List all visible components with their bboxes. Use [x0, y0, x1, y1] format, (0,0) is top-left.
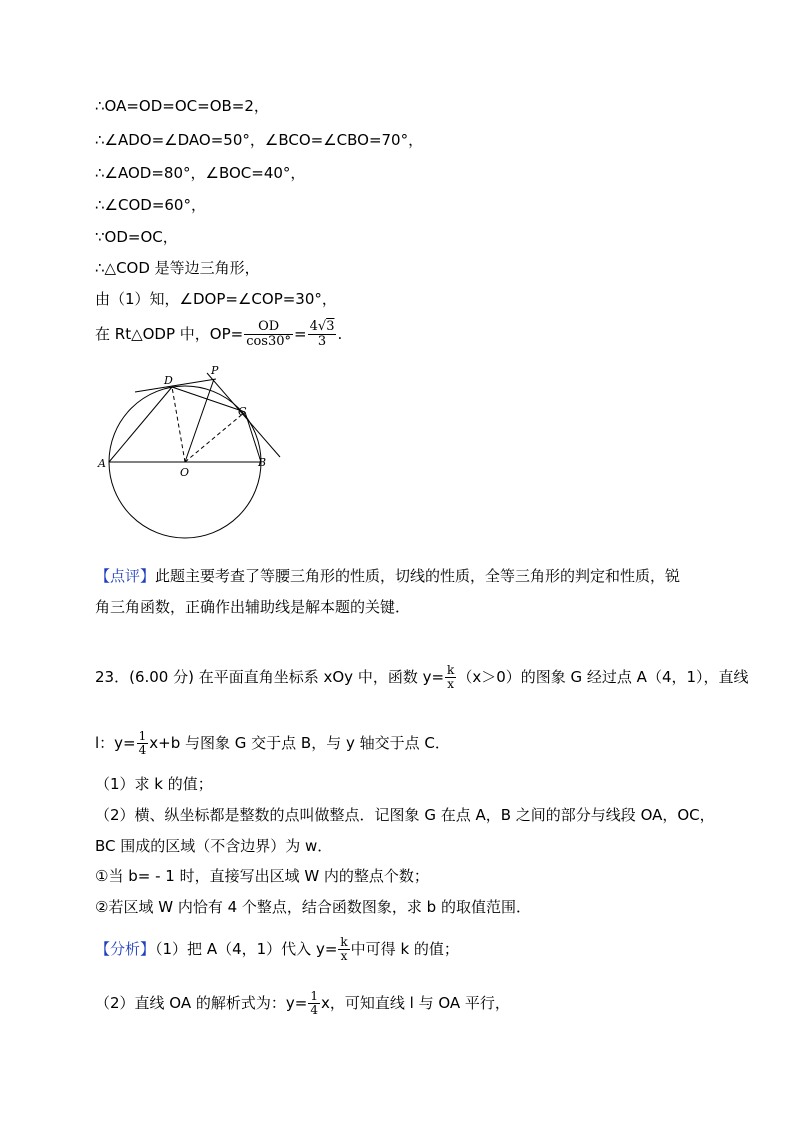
analysis-line-1 — [95, 936, 459, 963]
fraction-denominator: x — [340, 949, 348, 963]
fraction-denominator: cos30° — [246, 334, 292, 349]
question-23-header — [95, 664, 749, 691]
segment-op — [185, 379, 214, 462]
question-part-2b: BC 围成的区域（不含边界）为 w． — [95, 837, 333, 855]
radicand: 3 — [326, 319, 335, 334]
analysis-tag: 【分析】 — [95, 940, 156, 958]
solution-line-1: ∴OA=OD=OC=OB=2， — [95, 97, 269, 115]
k-over-x-fraction — [445, 664, 456, 691]
one-quarter-fraction — [137, 730, 149, 757]
solution-line-6: ∴△COD 是等边三角形， — [95, 259, 260, 277]
analysis-2-prefix: （2）直线 OA 的解析式为：y= — [95, 994, 308, 1012]
comment-tag: 【点评】 — [95, 567, 156, 585]
comment-text-1: 此题主要考查了等腰三角形的性质，切线的性质，全等三角形的判定和性质，锐 — [155, 567, 681, 585]
line-l-prefix: l：y= — [95, 734, 136, 752]
question-23-head-tail: （x＞0）的图象 G 经过点 A（4，1），直线 — [457, 668, 749, 686]
fraction-denominator: x — [447, 677, 455, 691]
analysis-1-tail: 中可得 k 的值； — [350, 940, 459, 958]
solution-line-3: ∴∠AOD=80°，∠BOC=40°， — [95, 164, 306, 182]
segment-od-dashed — [172, 387, 185, 462]
solution-line-5: ∵OD=OC， — [95, 228, 178, 246]
fraction-numerator: k — [447, 663, 455, 677]
line-l-tail: x+b 与图象 G 交于点 B，与 y 轴交于点 C． — [149, 734, 450, 752]
fraction-numerator: 1 — [310, 989, 318, 1003]
line-l-definition — [95, 730, 450, 757]
point-label-p: P — [211, 364, 219, 377]
point-label-a: A — [98, 457, 106, 470]
result-fraction — [308, 320, 337, 349]
question-part-2-2: ②若区域 W 内恰有 4 个整点，结合函数图象，求 b 的取值范围． — [95, 898, 531, 916]
point-label-c: C — [238, 405, 247, 418]
solution-line-7: 由（1）知，∠DOP=∠COP=30°， — [95, 290, 337, 308]
point-label-d: D — [164, 374, 173, 387]
op-formula-prefix: 在 Rt△ODP 中，OP= — [95, 325, 244, 343]
question-part-2-1: ①当 b= - 1 时，直接写出区域 W 内的整点个数； — [95, 867, 429, 885]
fraction-numerator: OD — [244, 320, 293, 335]
fraction-numerator: 1 — [138, 729, 147, 743]
fraction-denominator: 3 — [317, 334, 327, 349]
od-over-cos30-fraction — [244, 320, 293, 349]
solution-line-8 — [95, 320, 342, 349]
one-quarter-fraction — [308, 990, 320, 1017]
fraction-numerator: 4√3 — [309, 319, 335, 334]
period: . — [337, 325, 343, 343]
geometry-figure — [95, 360, 295, 540]
analysis-line-2 — [95, 990, 510, 1017]
fraction-numerator: k — [340, 935, 348, 949]
fraction-denominator: 4 — [310, 1003, 318, 1017]
analysis-2-tail: x，可知直线 l 与 OA 平行， — [320, 994, 510, 1012]
question-part-1: （1）求 k 的值； — [95, 775, 213, 793]
fraction-denominator: 4 — [138, 743, 147, 757]
question-part-2a: （2）横、纵坐标都是整数的点叫做整点．记图象 G 在点 A，B 之间的部分与线段 OA，OC， — [95, 806, 715, 824]
segment-dc — [172, 387, 245, 412]
analysis-1-prefix: （1）把 A（4，1）代入 y= — [155, 940, 338, 958]
solution-line-2: ∴∠ADO=∠DAO=50°，∠BCO=∠CBO=70°， — [95, 131, 424, 149]
point-label-b: B — [258, 456, 267, 469]
equals-sign: = — [294, 325, 307, 343]
comment-line-2: 角三角函数，正确作出辅助线是解本题的关键． — [95, 598, 411, 616]
question-23-head: 23．(6.00 分) 在平面直角坐标系 xOy 中，函数 y= — [95, 668, 445, 686]
point-label-o: O — [180, 466, 190, 479]
tangent-at-d — [135, 379, 216, 392]
solution-line-4: ∴∠COD=60°， — [95, 196, 206, 214]
k-over-x-fraction — [338, 936, 349, 963]
comment-line-1 — [95, 566, 680, 586]
coefficient: 4 — [309, 319, 318, 334]
